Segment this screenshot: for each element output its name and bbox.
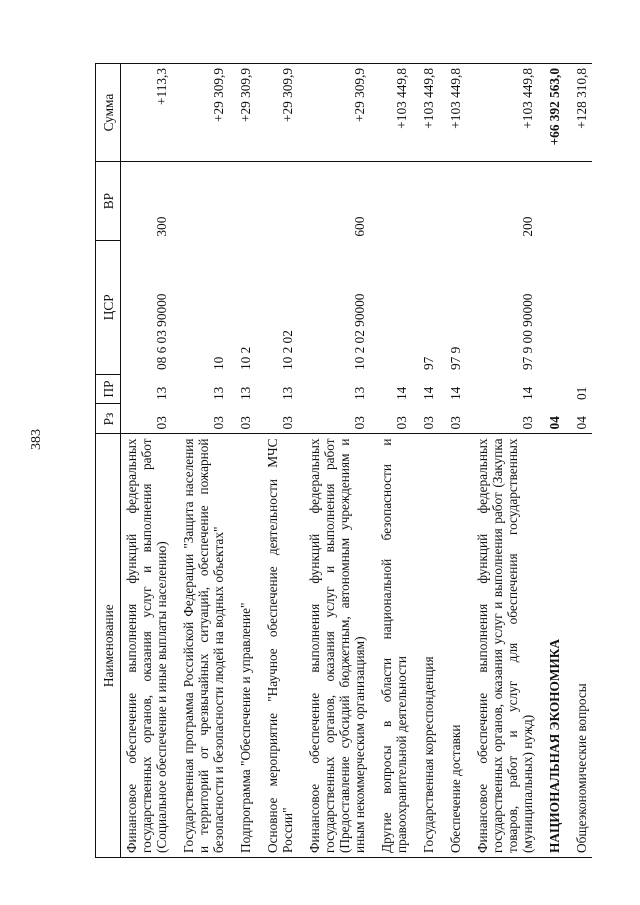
row-name: Другие вопросы в области национальной безопасности и правоохранительной деятельности [376,434,412,858]
row-sum: +103 449,8 [418,64,439,162]
row-vr [418,162,439,241]
row-rz: 03 [421,416,436,430]
row-name: Обеспечение доставки [445,434,466,858]
table-body [121,64,593,858]
row-csr: 97 9 [448,346,463,371]
header-sum: Сумма [96,64,121,162]
row-csr [571,241,592,374]
row-vr [235,162,256,241]
table-row [262,64,298,858]
row-csr [544,241,565,374]
row-pr [544,374,565,404]
row-sum: +66 392 563,0 [544,64,565,162]
row-name: Государственная программа Российской Федерации "Защита населения и территорий от чрезвычайных ситуаций, обеспечение пожарной безопасности и безопасности людей на водных объектах" [178,434,229,858]
row-rz: 03 [352,416,367,430]
row-rz: 03 [448,416,463,430]
row-name: Общеэкономические вопросы [571,434,592,858]
row-sum: +128 310,8 [571,64,592,162]
row-sum: +113,3 [121,64,173,162]
header-name: Наименование [96,434,121,858]
header-rz: Рз [96,404,121,434]
row-name: Финансовое обеспечение выполнения функций федеральных государственных органов, оказания услуг и выполнения работ (Предоставление субсидий бюджетным, автономным учреждениям и иным некоммерческим организациям) [304,434,370,858]
row-csr [376,241,412,374]
table-row [235,64,256,858]
table-row [445,64,466,858]
row-pr: 14 [520,386,535,400]
rotated-page-content [95,63,595,858]
table-row [121,64,173,858]
row-csr: 97 9 00 90000 [520,293,535,371]
row-pr: 01 [574,386,589,400]
header-csr: ЦСР [96,241,121,374]
table-row [571,64,592,858]
row-vr: 600 [352,216,367,237]
row-name: Государственная корреспонденция [418,434,439,858]
row-csr: 10 2 02 [280,330,295,371]
row-rz: 03 [211,416,226,430]
table-row [544,64,565,858]
row-csr: 10 2 [238,346,253,371]
row-pr: 14 [448,386,463,400]
budget-table [95,63,592,858]
row-vr [376,162,412,241]
row-pr: 13 [238,386,253,400]
row-rz: 03 [154,416,169,430]
row-vr [445,162,466,241]
row-sum: +103 449,8 [445,64,466,162]
row-name: НАЦИОНАЛЬНАЯ ЭКОНОМИКА [544,434,565,858]
row-pr: 14 [394,386,409,400]
row-rz: 03 [238,416,253,430]
row-name: Финансовое обеспечение выполнения функций федеральных государственных органов, оказания услуг и выполнения работ (Закупка товаров, работ и услуг для обеспечения государственных (муниципальных) нужд) [472,434,538,858]
row-vr [544,162,565,241]
row-csr: 10 2 02 90000 [352,293,367,371]
row-vr: 200 [520,216,535,237]
table-header-row [96,64,121,858]
row-rz: 04 [547,416,562,430]
page-number: 383 [29,429,44,450]
row-vr [571,162,592,241]
row-csr: 97 [421,356,436,371]
row-name: Финансовое обеспечение выполнения функций федеральных государственных органов, оказания услуг и выполнения работ (Социальное обеспечение и иные выплаты населению) [121,434,173,858]
table-row [178,64,229,858]
row-rz: 03 [280,416,295,430]
row-sum: +29 309,9 [235,64,256,162]
header-pr: ПР [96,374,121,404]
row-rz: 04 [574,416,589,430]
row-pr: 13 [211,386,226,400]
row-name: Подпрограмма "Обеспечение и управление" [235,434,256,858]
table-row [304,64,370,858]
table-row [418,64,439,858]
row-rz: 03 [520,416,535,430]
table-row [472,64,538,858]
header-vr: ВР [96,162,121,241]
row-rz: 03 [394,416,409,430]
row-sum: +29 309,9 [178,64,229,162]
row-sum: +29 309,9 [304,64,370,162]
row-vr [262,162,298,241]
row-vr: 300 [154,216,169,237]
row-csr: 08 6 03 90000 [154,293,169,371]
row-pr: 13 [154,386,169,400]
row-pr: 13 [280,386,295,400]
table-row [376,64,412,858]
row-sum: +29 309,9 [262,64,298,162]
row-sum: +103 449,8 [472,64,538,162]
row-name: Основное мероприятие "Научное обеспечение деятельности МЧС России" [262,434,298,858]
row-pr: 14 [421,386,436,400]
row-pr: 13 [352,386,367,400]
row-csr: 10 [211,356,226,371]
row-vr [178,162,229,241]
row-sum: +103 449,8 [376,64,412,162]
